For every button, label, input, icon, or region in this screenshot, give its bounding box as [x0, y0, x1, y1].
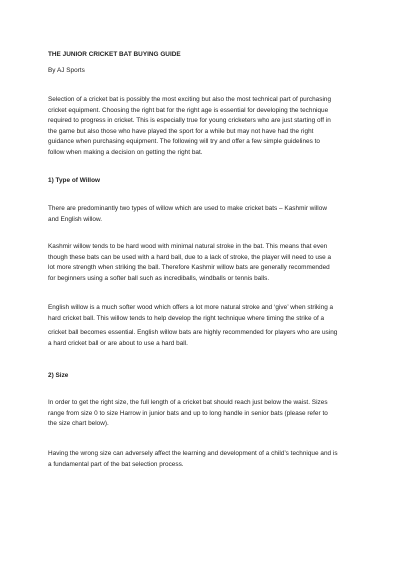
paragraph-line: English willow is a much softer wood which offers a lot more natural stroke and ‘give’ when striking a: [48, 304, 334, 311]
paragraph-line: Kashmir willow tends to be hard wood with minimal natural stroke in the bat. This means that even: [48, 243, 328, 250]
paragraph-line: guidance when purchasing equipment. The following will try and offer a few simple guidelines to: [48, 138, 321, 146]
kashmir-willow-paragraph: [48, 242, 358, 284]
paragraph-line: Having the wrong size can adversely affect the learning and development of a child’s technique and is: [48, 450, 338, 457]
paragraph-line: and English willow.: [48, 215, 103, 223]
wrong-size-paragraph: [48, 449, 358, 470]
paragraph-line: hard cricket ball. This willow tends to help develop the right technique where timing the strike of a: [48, 314, 325, 322]
paragraph-line: a hard cricket ball or are about to use a hard ball.: [48, 339, 188, 347]
size-paragraph: [48, 398, 358, 430]
paragraph-line: lot more strength when striking the ball. Therefore Kashmir willow bats are generally recommended: [48, 264, 330, 272]
paragraph-line: for beginners using a softer ball such as incrediballs, windballs or tennis balls.: [48, 274, 270, 282]
paragraph-line: the size chart below).: [48, 420, 109, 428]
paragraph-line: In order to get the right size, the full length of a cricket bat should reach just below the waist. Sizes: [48, 399, 328, 406]
paragraph-line: cricket ball becomes essential. English willow bats are highly recommended for players who are using: [48, 329, 338, 336]
english-willow-paragraph: [48, 303, 358, 324]
paragraph-line: range from size 0 to size Harrow in junior bats and up to long handle in senior bats (please refer to: [48, 409, 328, 417]
paragraph-line: Selection of a cricket bat is possibly the most exciting but also the most technical part of purchasing: [48, 96, 332, 103]
section-heading-type-of-willow: [48, 176, 358, 187]
english-willow-paragraph-continued: [48, 328, 358, 349]
intro-paragraph: [48, 95, 358, 159]
byline-text: By AJ Sports: [48, 67, 85, 74]
byline: [48, 66, 358, 77]
title-text: THE JUNIOR CRICKET BAT BUYING GUIDE: [48, 51, 181, 58]
willow-types-paragraph: [48, 204, 358, 225]
paragraph-line: a fundamental part of the bat selection process.: [48, 460, 184, 468]
document-title: [48, 50, 358, 61]
section-heading-size: [48, 371, 358, 382]
paragraph-line: the game but also those who have played the sport for a while but may not have had the right: [48, 127, 314, 135]
paragraph-line: though these bats can be used with a hard ball, due to a lack of stroke, the player will need to use a: [48, 253, 332, 261]
heading-text: 2) Size: [48, 372, 69, 379]
paragraph-line: cricket equipment. Choosing the right bat for the right age is essential for developing the technique: [48, 106, 329, 114]
paragraph-line: There are predominantly two types of willow which are used to make cricket bats – Kashmir willow: [48, 205, 327, 212]
paragraph-line: follow when making a decision on getting the right bat.: [48, 148, 203, 156]
paragraph-line: required to progress in cricket. This is especially true for young cricketers who are just starting off in: [48, 117, 331, 125]
heading-text: 1) Type of Willow: [48, 177, 100, 184]
